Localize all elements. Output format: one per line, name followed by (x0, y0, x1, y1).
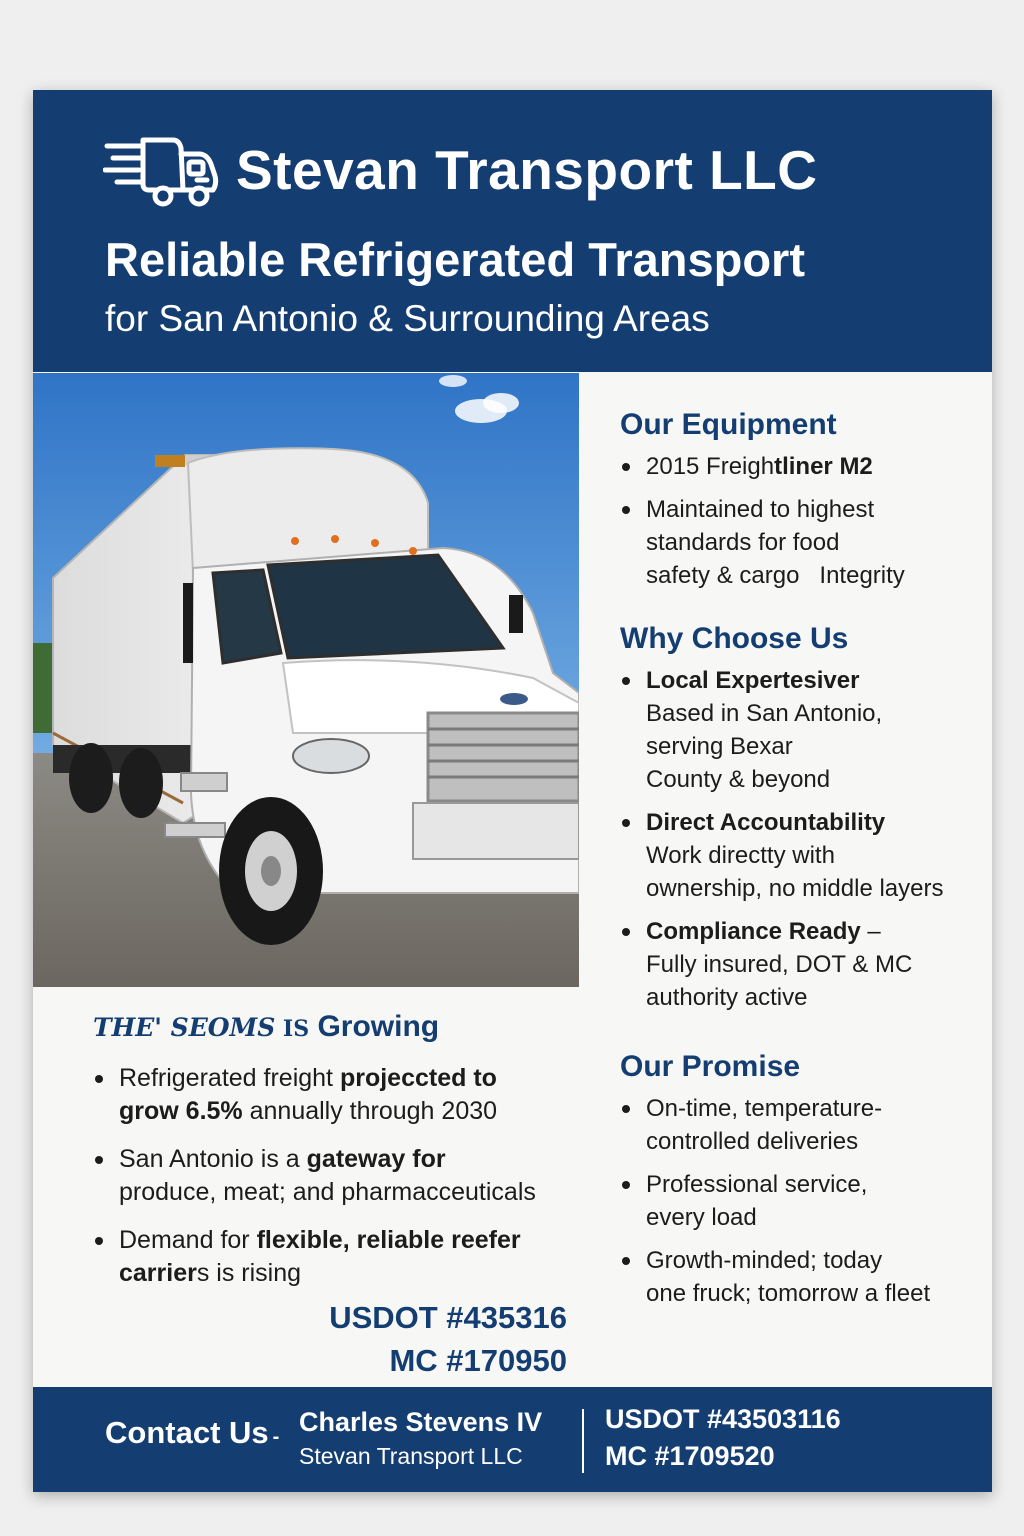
footer-divider (582, 1409, 584, 1473)
header-banner (33, 90, 992, 372)
list-item: Direct Accountability Work directty with ownership, no middle layers (620, 806, 992, 905)
promise-title: Our Promise (620, 1050, 801, 1083)
why-list (620, 664, 992, 1014)
list-item: Maintained to highest standards for food safety & cargo Integrity (620, 493, 992, 592)
reefer-truck-photo (33, 373, 579, 987)
why-title: Why Choose Us (620, 622, 849, 655)
footer-ids (605, 1401, 841, 1475)
list-item: On-time, temperature- controlled deliveries (620, 1092, 992, 1158)
footer-usdot: USDOT #43503116 (605, 1404, 841, 1434)
contact-name: Charles Stevens IV (299, 1407, 543, 1437)
list-item: Growth-minded; today one fruck; tomorrow a fleet (620, 1244, 992, 1310)
equipment-list (620, 450, 992, 592)
promise-list (620, 1092, 992, 1310)
right-column (620, 408, 992, 1310)
headline: Reliable Refrigerated Transport (105, 233, 805, 286)
growing-title: THE' SEOMS IS Growing (93, 1010, 440, 1043)
equipment-title: Our Equipment (620, 408, 837, 441)
footer-banner (33, 1387, 992, 1492)
contact-company: Stevan Transport LLC (299, 1443, 523, 1469)
registration-ids (329, 1296, 567, 1382)
list-item: Demand for flexible, reliable reefer carriers is rising (93, 1224, 593, 1290)
footer-mc: MC #1709520 (605, 1441, 775, 1471)
list-item: Compliance Ready – Fully insured, DOT & MC authority active (620, 915, 992, 1014)
list-item: Professional service, every load (620, 1168, 992, 1234)
usdot-number: USDOT #435316 (329, 1300, 567, 1335)
growing-list (93, 1062, 593, 1290)
list-item: Local Expertesiver Based in San Antonio, serving Bexar County & beyond (620, 664, 992, 796)
list-item: 2015 Freightliner M2 (620, 450, 992, 483)
list-item: Refrigerated freight projeccted to grow 6.5% annually through 2030 (93, 1062, 593, 1128)
truck-logo-icon (103, 132, 221, 210)
contact-label: Contact Us - (105, 1415, 280, 1450)
company-name: Stevan Transport LLC (236, 139, 818, 201)
list-item: San Antonio is a gateway for produce, meat; and pharmacceuticals (93, 1143, 593, 1209)
subheadline: for San Antonio & Surrounding Areas (105, 298, 710, 339)
mc-number: MC #170950 (389, 1343, 567, 1378)
flyer (33, 90, 992, 1492)
